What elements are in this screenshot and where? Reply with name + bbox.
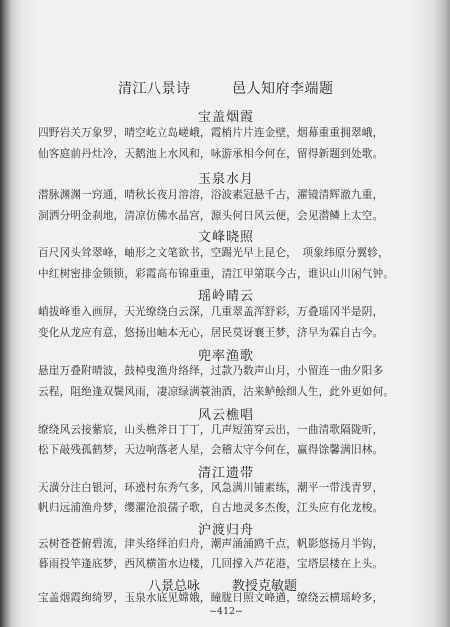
section-title: 玉泉水月 — [197, 172, 254, 187]
verse-line: 缭绕风云接紫宸，山头樵斧日丁丁，几声短笛穿云出，一曲清歌隔陇听， — [38, 424, 384, 436]
section-title: 宝盖烟霞 — [197, 110, 254, 125]
verse-line: 云树苍苍俯碧流，津头络绎泊归舟，潮声涌涌鸥千点，帆影悠扬月半钩， — [38, 538, 384, 550]
verse-line: 洞洒分明金刹地，清凉仿佛水晶宫，源头何日风云便，会见潜鳞上太空。 — [38, 210, 384, 222]
page-number: ~412~ — [208, 606, 244, 617]
verse-line: 百尺冈头耸翠峰，岫形之文笔欲书，空踢光早上昆仑， 项象纬原分翼轸， — [38, 247, 389, 259]
poem-author: 邑人知府李端题 — [232, 81, 334, 97]
section-title: 风云樵唱 — [197, 408, 254, 423]
verse-line: 变化从龙应有意，悠扬出岫本无心，居民莫讶襄王梦，济早为霖自古今。 — [38, 327, 384, 339]
verse-line: 峭拔峰垂入画屏，天光缭绕白云深，几重翠盖浑舒彩，万叠瑶冈半是阴， — [38, 306, 384, 318]
document-page — [20, 8, 432, 620]
summary-title: 八景总咏 — [148, 579, 201, 594]
section-title: 兜率渔歌 — [197, 349, 254, 364]
page-header — [20, 78, 432, 98]
verse-line: 潜脉渊渊一窍通，晴秋长夜月溶溶，浴波素冠悬千古，濯镜清辉澈九重， — [38, 189, 384, 201]
section-title: 清江遗带 — [197, 466, 254, 481]
verse-line: 天潢分注白银河，环遶村东秀气多，风急满川铺素练，潮平一带浅青罗， — [38, 482, 384, 494]
verse-line: 云程，阻绝逢双鬓风雨，凄凉绿满蓑油酒，沽来鲈鲙细人生，此外更如何。 — [38, 386, 395, 398]
poem-title: 清江八景诗 — [118, 81, 191, 97]
verse-line: 中红树密排金锁锁，彩霞高布锦重重，清江甲第联今古，谁识山川闲气钟。 — [38, 268, 395, 280]
verse-line: 四野岩关万象罗，晴空屹立岛嵯峨，霞梢片片连金壁，烟幕重重拥翠峨， — [38, 127, 384, 139]
verse-line: 松下敲残孤鹤梦，天边响落老人星，会稽太守今何在，赢得馀馨满旧林。 — [38, 444, 384, 456]
section-title: 瑶岭晴云 — [197, 289, 254, 304]
summary-author: 教授克敏题 — [232, 579, 298, 594]
verse-line: 仙客庭前丹灶冷，天鹅池上水风和，咏游承相今何在，留得新题到处歌。 — [38, 148, 384, 160]
verse-line: 暮雨投竿逢底梦，西风横笛水边楼，几回撑入芦花港，宝塔层楼在上头。 — [38, 558, 384, 570]
verse-line: 帆归远浦渔舟梦，缨濯沧浪孺子歌，自古地灵多杰俊，江头应有化龙梭。 — [38, 502, 384, 514]
section-title: 文峰晓照 — [197, 230, 254, 245]
section-title: 沪渡归舟 — [197, 523, 254, 538]
verse-line: 悬崖万叠附晴波，鼓棹曳渔舟络绎，过款乃数声山月，小留连一曲夕阳多 — [38, 365, 384, 377]
verse-line: 宝盖烟霞绚绮罗，玉泉水底见嫦娥，瞳胧日照文峰遒，缭绕云横瑶岭多， — [38, 592, 384, 604]
